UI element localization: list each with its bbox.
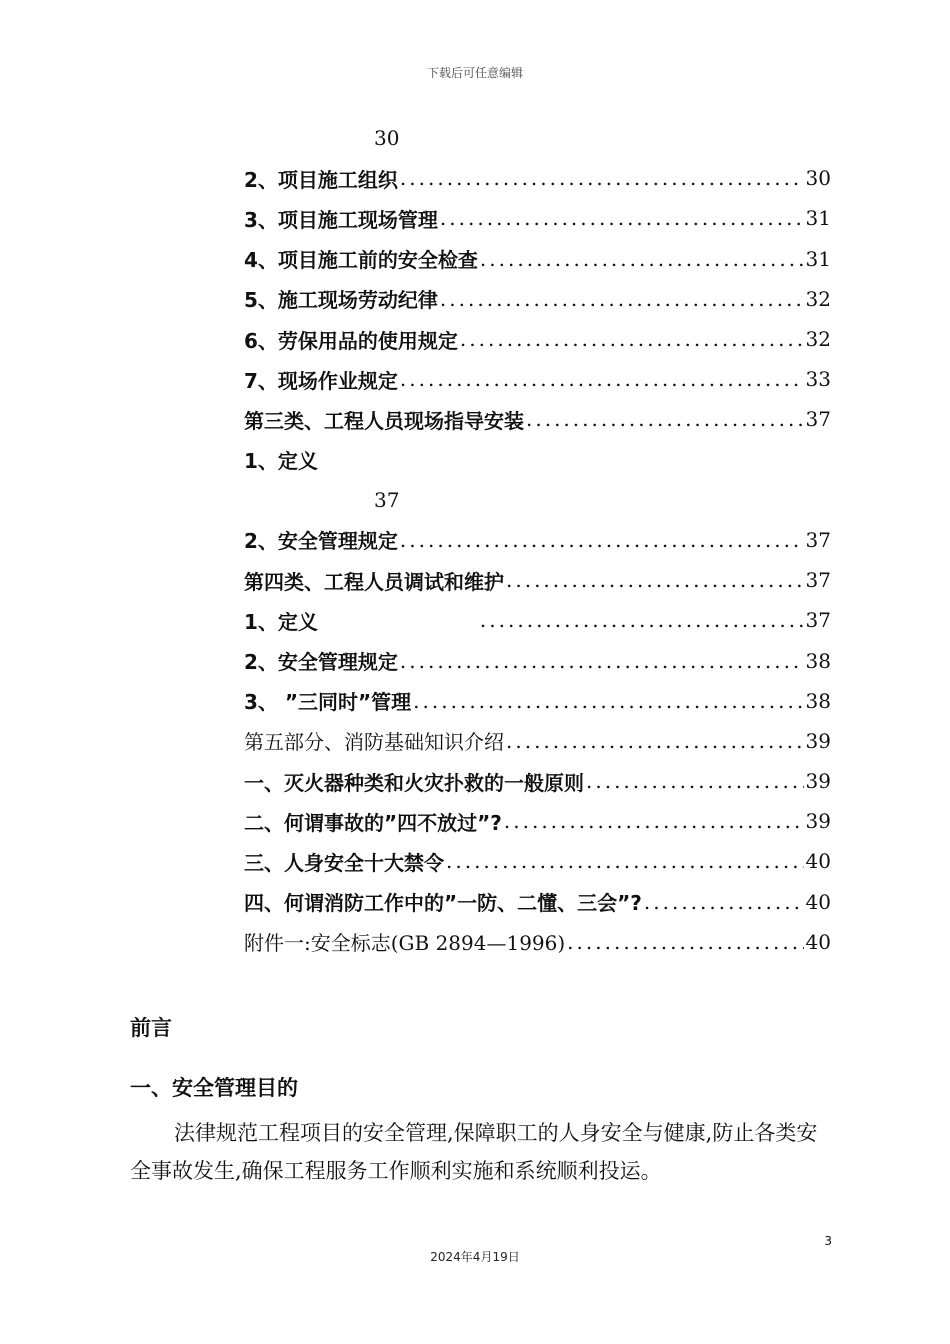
toc-page-number: 37 xyxy=(805,407,831,432)
toc-entry-label: 2、安全管理规定 xyxy=(244,529,398,554)
toc-entry-label: 第三类、工程人员现场指导安装 xyxy=(244,408,524,433)
toc-leader-dots xyxy=(586,769,804,793)
toc-entry-label: 5、施工现场劳动纪律 xyxy=(244,288,438,313)
toc-entry-label: 四、何谓消防工作中的”一防、二懂、三会”? xyxy=(244,891,642,916)
table-of-contents xyxy=(244,118,831,962)
toc-entry[interactable] xyxy=(244,761,831,801)
body-paragraph xyxy=(130,1114,832,1190)
preface-title: 前言 xyxy=(130,1016,172,1040)
toc-entry-label: 2、安全管理规定 xyxy=(244,650,398,675)
toc-leader-dots xyxy=(413,689,803,713)
toc-page-number: 38 xyxy=(805,648,831,673)
toc-leader-dots xyxy=(400,367,804,391)
toc-entry[interactable] xyxy=(244,359,831,399)
toc-page-number: 30 xyxy=(374,126,400,151)
toc-entry[interactable] xyxy=(244,640,831,680)
toc-entry[interactable] xyxy=(244,922,831,962)
toc-page-number: 32 xyxy=(805,327,831,352)
toc-page-number: 32 xyxy=(805,286,831,311)
page-number: 3 xyxy=(824,1234,832,1248)
toc-entry-label: 第四类、工程人员调试和维护 xyxy=(244,569,504,594)
toc-entry[interactable] xyxy=(244,480,831,520)
toc-page-number: 37 xyxy=(805,608,831,633)
toc-entry[interactable] xyxy=(244,239,831,279)
toc-entry-label: 3、 ”三同时”管理 xyxy=(244,690,412,715)
toc-leader-dots xyxy=(506,568,804,592)
toc-entry[interactable] xyxy=(244,520,831,560)
toc-entry[interactable] xyxy=(244,801,831,841)
toc-entry-label: 6、劳保用品的使用规定 xyxy=(244,328,458,353)
toc-entry[interactable] xyxy=(244,158,831,198)
toc-leader-dots xyxy=(460,327,804,351)
toc-page-number: 39 xyxy=(805,769,831,794)
toc-entry[interactable] xyxy=(244,882,831,922)
toc-entry[interactable] xyxy=(244,560,831,600)
toc-leader-dots xyxy=(446,849,804,873)
toc-leader-dots xyxy=(567,930,803,954)
toc-entry[interactable] xyxy=(244,721,831,761)
section-title: 一、安全管理目的 xyxy=(130,1076,298,1100)
toc-entry[interactable] xyxy=(244,319,831,359)
toc-entry-label: 附件一:安全标志(GB 2894—1996) xyxy=(244,931,566,956)
toc-entry[interactable] xyxy=(244,440,831,480)
toc-entry-label: 三、人身安全十大禁令 xyxy=(244,850,444,875)
toc-entry[interactable] xyxy=(244,198,831,238)
body-paragraph-text: 法律规范工程项目的安全管理,保障职工的人身安全与健康,防止各类安全事故发生,确保工程服务工作顺利实施和系统顺利投运。 xyxy=(130,1121,818,1183)
toc-entry-label: 2、项目施工组织 xyxy=(244,167,398,192)
toc-entry-label: 1、定义 xyxy=(244,449,318,474)
toc-page-number: 40 xyxy=(805,929,831,954)
toc-entry-label: 7、现场作业规定 xyxy=(244,368,398,393)
toc-page-number: 31 xyxy=(805,206,831,231)
toc-leader-dots xyxy=(504,809,804,833)
toc-leader-dots xyxy=(440,206,804,230)
toc-page-number: 30 xyxy=(805,166,831,191)
toc-page-number: 33 xyxy=(805,367,831,392)
toc-entry-label: 4、项目施工前的安全检查 xyxy=(244,248,478,273)
toc-leader-dots xyxy=(480,608,804,632)
toc-page-number: 40 xyxy=(805,849,831,874)
toc-entry[interactable] xyxy=(244,118,831,158)
toc-entry-label: 一、灭火器种类和火灾扑救的一般原则 xyxy=(244,770,584,795)
toc-page-number: 40 xyxy=(805,889,831,914)
toc-entry[interactable] xyxy=(244,841,831,881)
toc-leader-dots xyxy=(400,649,804,673)
toc-page-number: 31 xyxy=(805,246,831,271)
toc-leader-dots xyxy=(480,247,804,271)
toc-page-number: 39 xyxy=(805,728,831,753)
toc-page-number: 37 xyxy=(805,527,831,552)
toc-leader-dots xyxy=(440,287,804,311)
toc-entry[interactable] xyxy=(244,279,831,319)
toc-entry-label: 3、项目施工现场管理 xyxy=(244,207,438,232)
toc-page-number: 37 xyxy=(374,487,400,512)
toc-leader-dots xyxy=(526,407,804,431)
toc-entry-label: 二、何谓事故的”四不放过”? xyxy=(244,810,502,835)
page-footer-date: 2024年4月19日 xyxy=(430,1250,520,1264)
toc-leader-dots xyxy=(644,890,804,914)
toc-entry[interactable] xyxy=(244,600,831,640)
toc-leader-dots xyxy=(506,729,804,753)
toc-page-number: 37 xyxy=(805,568,831,593)
toc-entry-label: 第五部分、消防基础知识介绍 xyxy=(244,730,504,755)
toc-page-number: 39 xyxy=(805,809,831,834)
toc-page-number: 38 xyxy=(805,688,831,713)
toc-entry-label: 1、定义 xyxy=(244,609,318,634)
toc-entry[interactable] xyxy=(244,399,831,439)
toc-leader-dots xyxy=(400,166,804,190)
toc-leader-dots xyxy=(400,528,804,552)
toc-entry[interactable] xyxy=(244,681,831,721)
page-header: 下载后可任意编辑 xyxy=(426,66,523,80)
